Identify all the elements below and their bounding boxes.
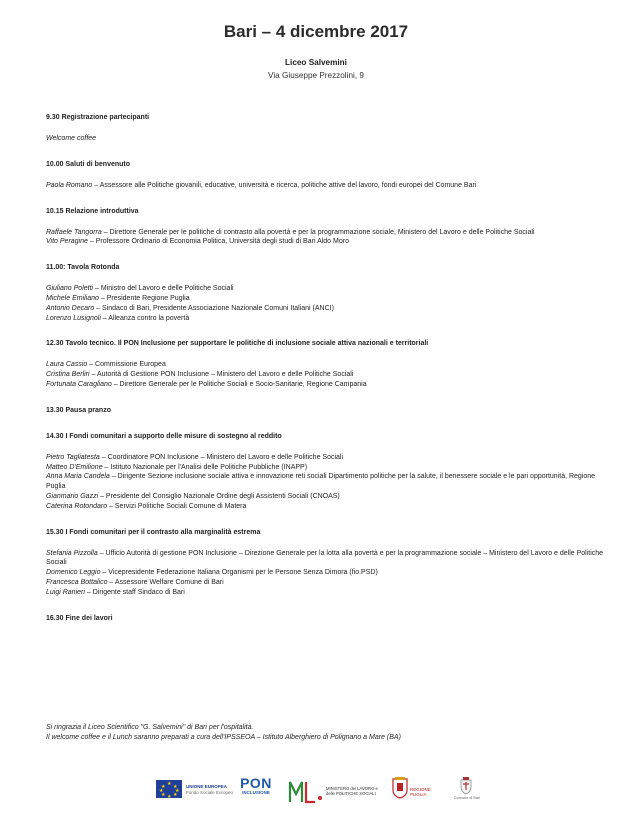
- pon-logo-sub: INCLUSIONE: [242, 790, 270, 795]
- speaker-role: – Ufficio Autorità di gestione PON Inclusione – Direzione Generale per la lotta alla povertà e per la programmazione sociale – Ministero del Lavoro e delle Politiche Sociali: [46, 549, 604, 567]
- speaker-name: Vito Peragine: [46, 238, 88, 246]
- speaker-role: – Presidente del Consiglio Nazionale Ordine degli Assistenti Sociali (CNOAS): [98, 492, 340, 500]
- agenda-session: [46, 406, 606, 416]
- session-title: 13.30 Pausa pranzo: [46, 406, 111, 414]
- speaker-role: – Coordinatore PON Inclusione – Ministero del Lavoro e delle Politiche Sociali: [99, 453, 344, 461]
- session-title: 15.30 I Fondi comunitari per il contrasto alla marginalità estrema: [46, 528, 261, 536]
- speaker-role: – Istituto Nazionale per l'Analisi delle Politiche Pubbliche (INAPP): [102, 463, 308, 471]
- speaker-line: [46, 314, 606, 324]
- agenda-session: [46, 263, 606, 323]
- speaker-role: – Commissione Europea: [87, 361, 166, 369]
- speaker-line: [46, 134, 606, 144]
- speaker-line: [46, 492, 606, 502]
- footer-note: [46, 723, 606, 743]
- speaker-role: – Ministro del Lavoro e delle Politiche Sociali: [93, 285, 234, 293]
- speaker-role: – Autorità di Gestione PON Inclusione – Ministero del Lavoro e delle Politiche Sociali: [89, 371, 354, 379]
- agenda-session: [46, 528, 606, 598]
- speaker-line: [46, 284, 606, 294]
- speaker-role: – Assessore alle Politiche giovanili, educative, università e ricerca, politiche attive del lavoro, fondi europei del Comune Bari: [92, 181, 477, 189]
- speaker-line: [46, 502, 606, 512]
- speaker-name: Domenico Leggio: [46, 569, 101, 577]
- speaker-name: Pietro Tagliatesta: [46, 453, 100, 461]
- speaker-role: – Assessore Welfare Comune di Bari: [107, 578, 224, 586]
- speaker-line: [46, 549, 606, 569]
- speaker-line: [46, 380, 606, 390]
- agenda: [46, 113, 606, 635]
- speaker-role: – Servizi Politiche Sociali Comune di Matera: [107, 502, 247, 510]
- speaker-role: – Dirigente staff Sindaco di Bari: [84, 588, 185, 596]
- pon-logo-word: PON: [240, 775, 272, 791]
- page-title: Bari – 4 dicembre 2017: [223, 22, 409, 41]
- speaker-line: [46, 370, 606, 380]
- speaker-line: [46, 181, 606, 191]
- speaker-line: [46, 228, 606, 238]
- session-note: Welcome coffee: [46, 135, 97, 142]
- eu-logo-text: UNIONE EUROPEA Fondo Sociale Europeo: [186, 784, 234, 795]
- speaker-line: [46, 304, 606, 314]
- agenda-session: [46, 207, 606, 248]
- pon-inclusione-logo: [236, 776, 276, 795]
- venue-address: Via Giuseppe Prezzolini, 9: [268, 71, 364, 80]
- speaker-role: – Vicepresidente Federazione Italiana Organismi per le Persone Senza Dimora (fio.PSD): [100, 569, 378, 577]
- session-title: 14.30 I Fondi comunitari a supporto delle misure di sostegno al reddito: [46, 432, 282, 440]
- comune-bari-text: Comune di Bari: [453, 796, 481, 800]
- agenda-session: [46, 113, 606, 144]
- session-title: 9.30 Registrazione partecipanti: [46, 114, 150, 121]
- agenda-session: [46, 614, 606, 624]
- venue-name: Liceo Salvemini: [285, 58, 347, 67]
- speaker-name: Lorenzo Lusignoli: [46, 314, 101, 322]
- speaker-role: – Dirigente Sezione inclusione sociale attiva e innovazione reti sociali Dipartimento politiche per la salute, il benessere sociale e le pari opportunità, Regione Puglia: [46, 473, 596, 491]
- speaker-name: Laura Cassio: [46, 361, 88, 369]
- agenda-session: [46, 339, 606, 389]
- speaker-role: – Alleanza contro la povertà: [100, 314, 190, 322]
- speaker-line: [46, 360, 606, 370]
- speaker-role: – Sindaco di Bari, Presidente Associazione Nazionale Comuni Italiani (ANCI): [94, 304, 334, 312]
- speaker-line: [46, 588, 606, 598]
- speaker-name: Caterina Rotondaro: [46, 502, 108, 510]
- agenda-session: [46, 160, 606, 191]
- speaker-name: Stefania Pizzolla: [46, 549, 98, 557]
- logo-bar: [0, 774, 632, 806]
- session-title: 10.00 Saluti di benvenuto: [46, 160, 131, 168]
- speaker-name: Fortunata Caragliano: [46, 380, 112, 388]
- speaker-name: Paola Romano: [46, 181, 93, 189]
- eu-flag-icon: ★ ★ ★ ★ ★ ★ ★ ★: [156, 780, 182, 798]
- speaker-line: [46, 568, 606, 578]
- ministry-logo-text: MINISTERO del LAVORO e delle POLITICHE SOCIALI: [326, 786, 378, 796]
- thanks-line: Si ringrazia il Liceo Scientifico "G. Salvemini" di Bari per l'ospitalità.: [46, 724, 254, 731]
- speaker-line: [46, 463, 606, 473]
- speaker-line: [46, 237, 606, 247]
- catering-line: Il welcome coffee e il Lunch saranno preparati a cura dell'IPSSEOA – Istituto Alberghiero di Polignano a Mare (BA): [46, 734, 401, 741]
- speaker-name: Raffaele Tangorra: [46, 228, 102, 236]
- speaker-role: – Professore Ordinario di Economia Politica, Università degli studi di Bari Aldo Moro: [87, 238, 349, 246]
- agenda-session: [46, 432, 606, 512]
- ministry-logo-icon: [287, 778, 325, 809]
- speaker-name: Michele Emiliano: [46, 294, 99, 302]
- speaker-name: Luigi Ranieri: [46, 588, 85, 596]
- session-title: 10.15 Relazione introduttiva: [46, 207, 139, 215]
- speaker-name: Cristina Berliri: [46, 371, 90, 379]
- speaker-role: – Presidente Regione Puglia: [98, 294, 190, 302]
- session-title: 16.30 Fine dei lavori: [46, 614, 113, 622]
- speaker-role: – Direttore Generale per le politiche di contrasto alla povertà e per la programmazione sociale, Ministero del Lavoro e delle Politiche Sociali: [101, 228, 535, 236]
- speaker-line: [46, 453, 606, 463]
- speaker-name: Antonio Decaro: [46, 304, 95, 312]
- regione-puglia-crest-icon: [392, 777, 408, 804]
- session-title: 11.00: Tavola Rotonda: [46, 264, 120, 272]
- speaker-line: [46, 472, 606, 492]
- speaker-role: – Direttore Generale per le Politiche Sociali e Socio-Sanitarie, Regione Campania: [111, 380, 367, 388]
- speaker-name: Gianmario Gazzi: [46, 492, 99, 500]
- speaker-name: Giuliano Poletti: [46, 285, 94, 293]
- regione-puglia-text: REGIONE PUGLIA: [410, 787, 431, 797]
- speaker-name: Matteo D'Emilione: [46, 463, 103, 471]
- session-title: 12.30 Tavolo tecnico. Il PON Inclusione per supportare le politiche di inclusione sociale attiva nazionali e territoriali: [46, 340, 429, 348]
- speaker-line: [46, 578, 606, 588]
- speaker-name: Francesca Bottalico: [46, 578, 108, 586]
- speaker-name: Anna Maria Candela: [46, 473, 110, 481]
- speaker-line: [46, 294, 606, 304]
